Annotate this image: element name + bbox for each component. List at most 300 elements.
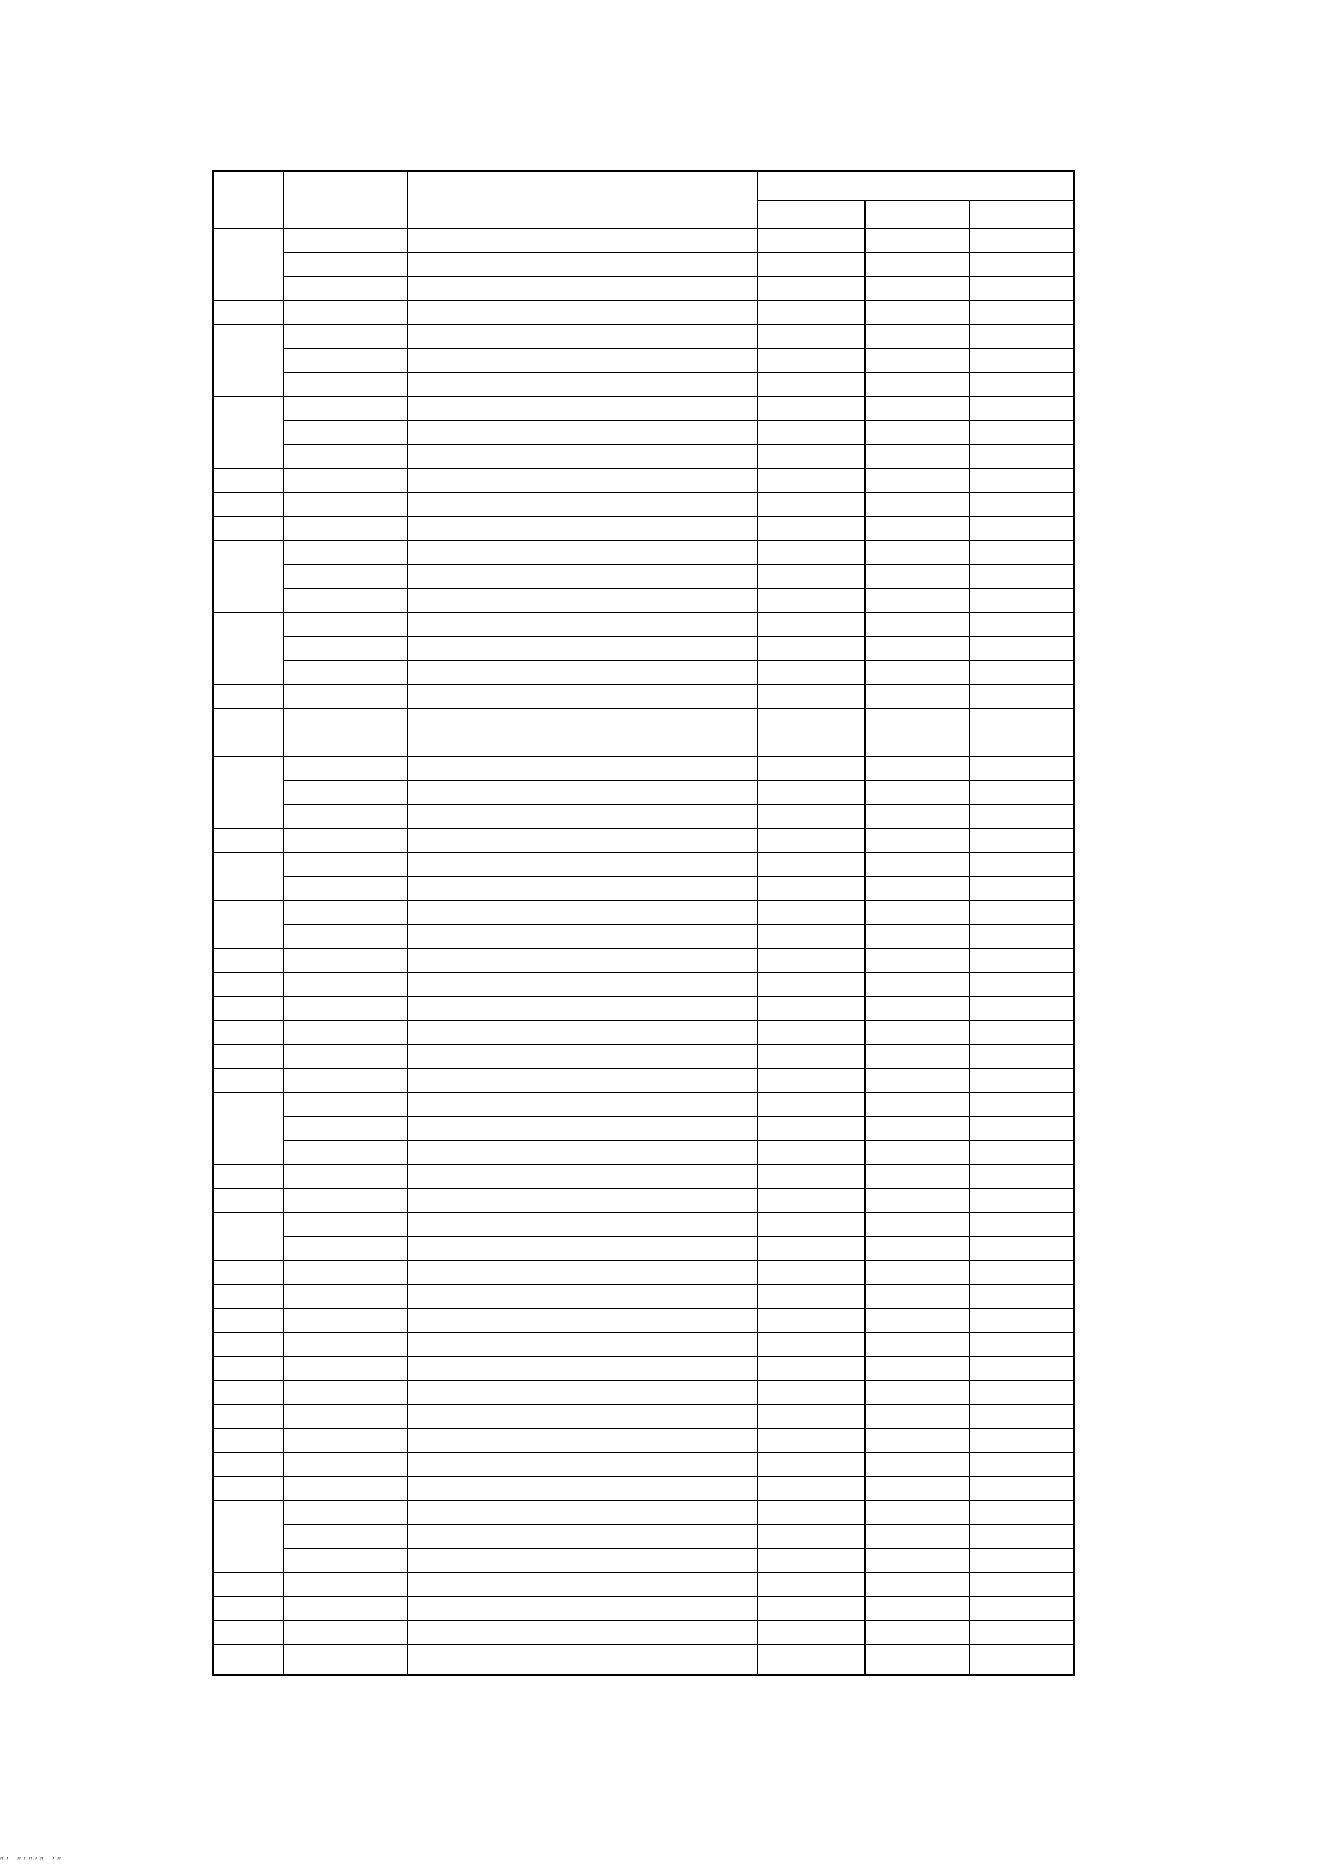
table-cell <box>969 1645 1074 1676</box>
table-cell <box>969 661 1074 685</box>
table-cell <box>757 1213 865 1237</box>
table-cell <box>969 301 1074 325</box>
table-cell <box>757 709 865 757</box>
table-cell <box>969 277 1074 301</box>
table-cell <box>757 1261 865 1285</box>
table-row <box>213 1453 1074 1477</box>
table-cell <box>757 853 865 877</box>
table-cell <box>865 1093 969 1117</box>
table-cell <box>283 541 407 565</box>
table-cell <box>757 1165 865 1189</box>
table-row <box>213 277 1074 301</box>
group-cell <box>213 1501 283 1573</box>
table-cell <box>865 1117 969 1141</box>
table-cell <box>283 1285 407 1309</box>
table-cell <box>757 1381 865 1405</box>
table-cell <box>757 1597 865 1621</box>
table-cell <box>969 445 1074 469</box>
table-cell <box>865 997 969 1021</box>
table-cell <box>865 1237 969 1261</box>
table-cell <box>865 1069 969 1093</box>
table-cell <box>865 757 969 781</box>
table-cell <box>757 253 865 277</box>
table-cell <box>283 1573 407 1597</box>
group-cell <box>213 1045 283 1069</box>
table-row <box>213 229 1074 253</box>
table-cell <box>407 301 757 325</box>
table-body <box>213 229 1074 1676</box>
table-cell <box>407 1597 757 1621</box>
table-row <box>213 1477 1074 1501</box>
table-cell <box>407 253 757 277</box>
table-cell <box>757 925 865 949</box>
table-cell <box>969 1165 1074 1189</box>
group-cell <box>213 1381 283 1405</box>
table-cell <box>865 1333 969 1357</box>
table-cell <box>283 1141 407 1165</box>
group-cell <box>213 1165 283 1189</box>
table-row <box>213 781 1074 805</box>
table-cell <box>757 1549 865 1573</box>
table-cell <box>865 469 969 493</box>
document-table-container <box>212 170 1073 1676</box>
table-cell <box>865 685 969 709</box>
table-cell <box>865 781 969 805</box>
table-cell <box>757 1045 865 1069</box>
table-cell <box>283 1021 407 1045</box>
table-cell <box>865 853 969 877</box>
table-row <box>213 1381 1074 1405</box>
table-cell <box>969 589 1074 613</box>
table-cell <box>283 1381 407 1405</box>
header-cell-group <box>757 171 1074 201</box>
table-cell <box>407 1453 757 1477</box>
table-cell <box>283 301 407 325</box>
page-edge-mark: ″′ ″′″′″ ′″ <box>0 1856 64 1867</box>
table-cell <box>407 997 757 1021</box>
table-cell <box>969 1429 1074 1453</box>
table-cell <box>757 373 865 397</box>
table-cell <box>865 1213 969 1237</box>
table-cell <box>407 1309 757 1333</box>
table-cell <box>757 1357 865 1381</box>
table-cell <box>283 397 407 421</box>
table-cell <box>757 277 865 301</box>
group-cell <box>213 1645 283 1676</box>
table-cell <box>969 925 1074 949</box>
table-cell <box>407 445 757 469</box>
table-cell <box>407 781 757 805</box>
table-cell <box>283 829 407 853</box>
table-cell <box>407 565 757 589</box>
header-subcell-1 <box>757 201 865 229</box>
table-cell <box>757 301 865 325</box>
table-cell <box>865 541 969 565</box>
table-cell <box>865 1405 969 1429</box>
table-cell <box>757 397 865 421</box>
group-cell <box>213 517 283 541</box>
table-cell <box>865 397 969 421</box>
table-cell <box>407 805 757 829</box>
table-cell <box>283 925 407 949</box>
table-cell <box>407 1573 757 1597</box>
table-cell <box>407 589 757 613</box>
table-cell <box>865 565 969 589</box>
table-cell <box>283 1405 407 1429</box>
table-cell <box>969 1117 1074 1141</box>
table-cell <box>969 829 1074 853</box>
table-row <box>213 301 1074 325</box>
table-cell <box>283 637 407 661</box>
table-cell <box>865 661 969 685</box>
table-cell <box>865 613 969 637</box>
table-row <box>213 541 1074 565</box>
table-cell <box>757 1501 865 1525</box>
table-cell <box>283 1645 407 1676</box>
table-cell <box>969 1549 1074 1573</box>
table-row <box>213 1189 1074 1213</box>
group-cell <box>213 613 283 685</box>
table-cell <box>865 253 969 277</box>
table-cell <box>757 1333 865 1357</box>
table-cell <box>757 445 865 469</box>
table-row <box>213 1021 1074 1045</box>
table-cell <box>407 1285 757 1309</box>
table-cell <box>865 901 969 925</box>
table-cell <box>283 1045 407 1069</box>
table-cell <box>407 1381 757 1405</box>
table-cell <box>865 709 969 757</box>
group-cell <box>213 1189 283 1213</box>
table-cell <box>283 949 407 973</box>
table-cell <box>969 1525 1074 1549</box>
table-row <box>213 565 1074 589</box>
table-cell <box>969 1285 1074 1309</box>
table-cell <box>757 637 865 661</box>
table-cell <box>969 1069 1074 1093</box>
table-cell <box>407 1069 757 1093</box>
table-cell <box>407 1501 757 1525</box>
table-cell <box>969 1237 1074 1261</box>
table-cell <box>283 445 407 469</box>
table-cell <box>865 589 969 613</box>
table-cell <box>757 229 865 253</box>
table-cell <box>407 1213 757 1237</box>
group-cell <box>213 541 283 613</box>
table-cell <box>283 277 407 301</box>
table-row <box>213 853 1074 877</box>
table-cell <box>865 1573 969 1597</box>
group-cell <box>213 1309 283 1333</box>
table-cell <box>407 709 757 757</box>
table-cell <box>757 541 865 565</box>
table-cell <box>407 1261 757 1285</box>
table-cell <box>865 805 969 829</box>
table-cell <box>865 1525 969 1549</box>
table-cell <box>757 613 865 637</box>
table-cell <box>865 1189 969 1213</box>
table-row <box>213 1069 1074 1093</box>
table-cell <box>865 973 969 997</box>
table-cell <box>969 229 1074 253</box>
blank-form-table <box>212 170 1075 1676</box>
table-cell <box>969 1573 1074 1597</box>
table-cell <box>969 997 1074 1021</box>
group-cell <box>213 973 283 997</box>
group-cell <box>213 1477 283 1501</box>
table-cell <box>283 781 407 805</box>
table-cell <box>757 949 865 973</box>
table-cell <box>757 1117 865 1141</box>
table-row <box>213 1285 1074 1309</box>
table-row <box>213 1117 1074 1141</box>
table-cell <box>969 397 1074 421</box>
table-cell <box>407 1045 757 1069</box>
table-cell <box>283 589 407 613</box>
table-row <box>213 973 1074 997</box>
table-cell <box>757 565 865 589</box>
table-cell <box>283 1069 407 1093</box>
table-cell <box>407 925 757 949</box>
table-cell <box>757 349 865 373</box>
table-cell <box>865 1645 969 1676</box>
table-cell <box>969 757 1074 781</box>
table-cell <box>407 901 757 925</box>
table-cell <box>283 373 407 397</box>
table-cell <box>283 1213 407 1237</box>
table-cell <box>969 565 1074 589</box>
header-subcell-2 <box>865 201 969 229</box>
table-cell <box>969 1261 1074 1285</box>
group-cell <box>213 1405 283 1429</box>
group-cell <box>213 1093 283 1165</box>
table-row <box>213 1429 1074 1453</box>
table-cell <box>283 1501 407 1525</box>
table-cell <box>969 613 1074 637</box>
table-cell <box>757 1069 865 1093</box>
table-cell <box>283 685 407 709</box>
table-cell <box>969 805 1074 829</box>
table-cell <box>407 1405 757 1429</box>
table-cell <box>969 1453 1074 1477</box>
group-cell <box>213 1597 283 1621</box>
table-row <box>213 1573 1074 1597</box>
table-cell <box>283 1549 407 1573</box>
table-cell <box>969 1501 1074 1525</box>
table-cell <box>283 1333 407 1357</box>
table-cell <box>969 349 1074 373</box>
table-cell <box>865 421 969 445</box>
table-cell <box>283 877 407 901</box>
table-cell <box>407 829 757 853</box>
table-cell <box>407 1621 757 1645</box>
table-cell <box>969 877 1074 901</box>
table-cell <box>757 589 865 613</box>
table-cell <box>865 1021 969 1045</box>
table-cell <box>283 973 407 997</box>
table-cell <box>969 253 1074 277</box>
table-cell <box>865 373 969 397</box>
table-cell <box>407 229 757 253</box>
table-cell <box>407 1237 757 1261</box>
group-cell <box>213 1285 283 1309</box>
table-cell <box>969 1213 1074 1237</box>
table-cell <box>407 1477 757 1501</box>
table-cell <box>865 493 969 517</box>
group-cell <box>213 901 283 949</box>
table-cell <box>283 901 407 925</box>
table-cell <box>865 1453 969 1477</box>
table-cell <box>757 973 865 997</box>
table-cell <box>407 1645 757 1676</box>
table-row <box>213 1525 1074 1549</box>
table-cell <box>969 781 1074 805</box>
table-cell <box>283 661 407 685</box>
table-cell <box>283 997 407 1021</box>
table-cell <box>407 973 757 997</box>
table-cell <box>865 229 969 253</box>
table-cell <box>865 1549 969 1573</box>
table-cell <box>969 637 1074 661</box>
table-row <box>213 1501 1074 1525</box>
table-cell <box>865 1477 969 1501</box>
table-cell <box>969 853 1074 877</box>
table-cell <box>283 1453 407 1477</box>
table-cell <box>757 325 865 349</box>
table-row <box>213 1621 1074 1645</box>
header-row-1 <box>213 171 1074 201</box>
table-cell <box>757 757 865 781</box>
table-cell <box>407 1549 757 1573</box>
group-cell <box>213 1357 283 1381</box>
table-cell <box>757 1021 865 1045</box>
table-cell <box>865 277 969 301</box>
group-cell <box>213 685 283 709</box>
group-cell <box>213 1453 283 1477</box>
group-cell <box>213 949 283 973</box>
table-cell <box>969 373 1074 397</box>
table-cell <box>969 1333 1074 1357</box>
table-cell <box>865 1597 969 1621</box>
group-cell <box>213 1333 283 1357</box>
table-cell <box>283 805 407 829</box>
table-cell <box>407 1165 757 1189</box>
table-cell <box>757 1645 865 1676</box>
group-cell <box>213 1261 283 1285</box>
table-row <box>213 517 1074 541</box>
table-cell <box>865 949 969 973</box>
table-cell <box>407 373 757 397</box>
table-cell <box>407 1429 757 1453</box>
table-cell <box>865 1501 969 1525</box>
table-row <box>213 805 1074 829</box>
table-cell <box>757 661 865 685</box>
table-cell <box>407 853 757 877</box>
table-row <box>213 925 1074 949</box>
table-row <box>213 397 1074 421</box>
table-cell <box>757 781 865 805</box>
table-row <box>213 1549 1074 1573</box>
group-cell <box>213 997 283 1021</box>
table-cell <box>407 877 757 901</box>
group-cell <box>213 493 283 517</box>
table-row <box>213 685 1074 709</box>
table-cell <box>407 421 757 445</box>
table-row <box>213 493 1074 517</box>
table-cell <box>283 1429 407 1453</box>
table-cell <box>283 565 407 589</box>
table-row <box>213 349 1074 373</box>
table-cell <box>283 1597 407 1621</box>
table-cell <box>757 493 865 517</box>
table-cell <box>969 973 1074 997</box>
table-cell <box>283 1093 407 1117</box>
table-cell <box>757 421 865 445</box>
table-cell <box>407 1141 757 1165</box>
table-row <box>213 325 1074 349</box>
table-row <box>213 1261 1074 1285</box>
table-cell <box>283 613 407 637</box>
table-cell <box>969 1141 1074 1165</box>
group-cell <box>213 1621 283 1645</box>
table-cell <box>757 517 865 541</box>
table-cell <box>283 1309 407 1333</box>
table-row <box>213 1405 1074 1429</box>
table-cell <box>757 1573 865 1597</box>
table-cell <box>969 949 1074 973</box>
table-row <box>213 1141 1074 1165</box>
table-cell <box>969 1189 1074 1213</box>
table-cell <box>283 1525 407 1549</box>
table-cell <box>407 613 757 637</box>
table-cell <box>865 1141 969 1165</box>
table-cell <box>969 1381 1074 1405</box>
table-cell <box>407 685 757 709</box>
header-subcell-3 <box>969 201 1074 229</box>
group-cell <box>213 325 283 397</box>
table-row <box>213 253 1074 277</box>
table-row <box>213 373 1074 397</box>
table-cell <box>865 349 969 373</box>
table-cell <box>407 493 757 517</box>
table-row <box>213 829 1074 853</box>
table-cell <box>865 325 969 349</box>
table-cell <box>407 325 757 349</box>
table-cell <box>757 1405 865 1429</box>
table-cell <box>283 349 407 373</box>
table-cell <box>407 1021 757 1045</box>
table-cell <box>757 829 865 853</box>
table-cell <box>757 877 865 901</box>
table-cell <box>283 757 407 781</box>
table-cell <box>407 1357 757 1381</box>
table-cell <box>969 1621 1074 1645</box>
table-cell <box>283 493 407 517</box>
table-cell <box>407 637 757 661</box>
table-cell <box>865 1381 969 1405</box>
table-row <box>213 1645 1074 1676</box>
table-row <box>213 1309 1074 1333</box>
table-cell <box>865 1309 969 1333</box>
group-cell <box>213 397 283 469</box>
table-cell <box>757 1189 865 1213</box>
table-cell <box>283 1189 407 1213</box>
table-cell <box>407 1189 757 1213</box>
table-row <box>213 445 1074 469</box>
table-cell <box>969 709 1074 757</box>
table-cell <box>283 517 407 541</box>
table-cell <box>969 469 1074 493</box>
